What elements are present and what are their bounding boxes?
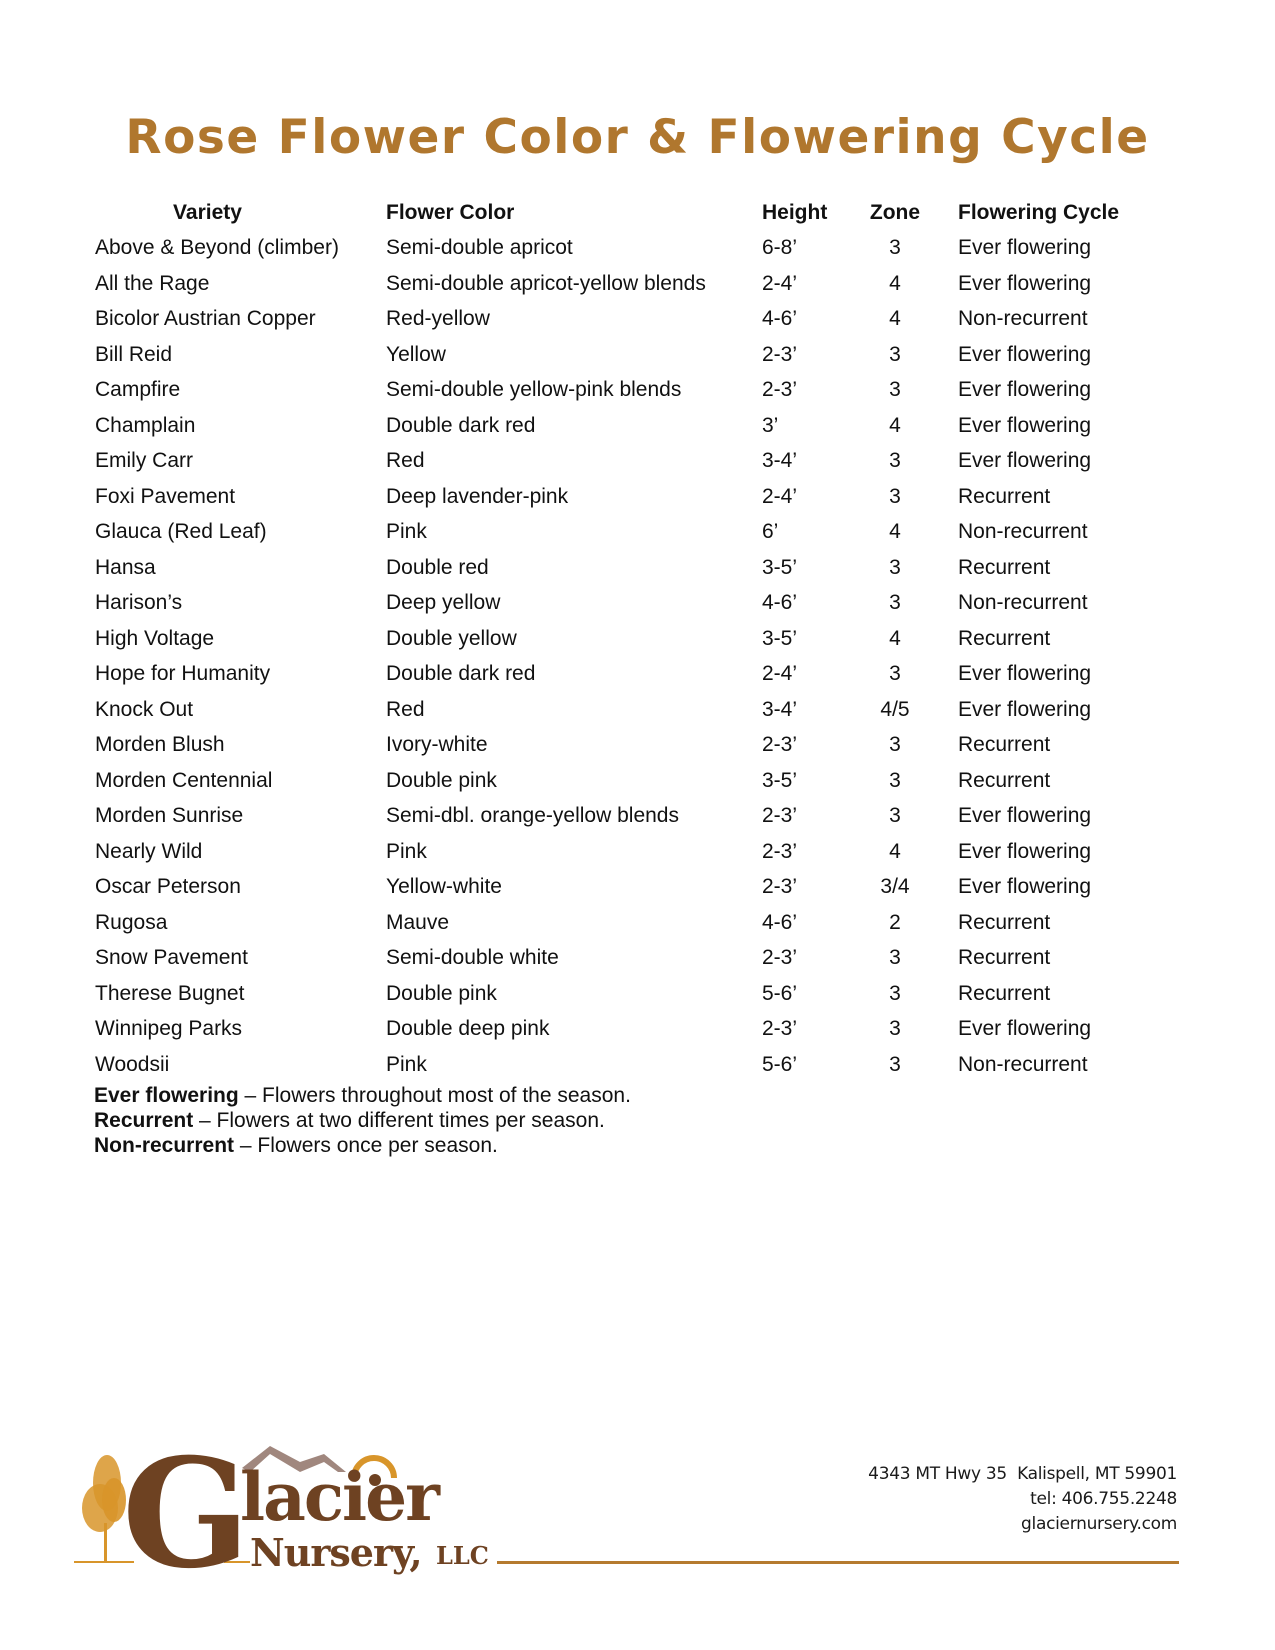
table-row bbox=[0, 551, 1275, 585]
table-row bbox=[0, 977, 1275, 1011]
flowering-cycle-cell: Recurrent bbox=[958, 946, 1051, 969]
header-height: Height bbox=[762, 201, 828, 224]
flowering-cycle-cell: Ever flowering bbox=[958, 236, 1092, 259]
flowering-cycle-cell: Ever flowering bbox=[958, 271, 1092, 295]
height-cell: 3-4’ bbox=[762, 697, 798, 721]
height-cell: 3’ bbox=[762, 413, 779, 437]
height-cell: 2-3’ bbox=[762, 733, 798, 756]
flowering-cycle-cell: Ever flowering bbox=[958, 662, 1092, 685]
zone-cell: 3 bbox=[889, 236, 901, 259]
zone-cell: 4/5 bbox=[880, 697, 910, 721]
table-row bbox=[0, 693, 1275, 727]
logo-letter-g: G bbox=[122, 1438, 251, 1578]
zone-cell: 3 bbox=[889, 768, 901, 792]
table-row bbox=[0, 799, 1275, 833]
variety-cell: Hope for Humanity bbox=[95, 662, 271, 685]
flower-color-cell: Double dark red bbox=[386, 413, 536, 437]
note-definition: – Flowers at two different times per season. bbox=[193, 1109, 605, 1132]
flower-color-cell: Deep yellow bbox=[386, 591, 501, 614]
height-cell: 2-3’ bbox=[762, 946, 798, 969]
header-flower-color: Flower Color bbox=[386, 201, 515, 224]
flower-color-cell: Deep lavender-pink bbox=[386, 484, 569, 508]
height-cell: 4-6’ bbox=[762, 307, 798, 330]
flower-color-cell: Double pink bbox=[386, 981, 497, 1005]
zone-cell: 3 bbox=[889, 981, 901, 1005]
flower-color-cell: Red bbox=[386, 697, 425, 721]
height-cell: 2-3’ bbox=[762, 839, 798, 863]
variety-cell: High Voltage bbox=[95, 626, 215, 650]
flower-color-cell: Double pink bbox=[386, 768, 497, 792]
height-cell: 2-4’ bbox=[762, 271, 798, 295]
height-cell: 4-6’ bbox=[762, 910, 798, 934]
table-row bbox=[0, 941, 1275, 975]
table-row bbox=[0, 586, 1275, 620]
table-row bbox=[0, 657, 1275, 691]
flower-color-cell: Pink bbox=[386, 839, 427, 863]
variety-cell: Bicolor Austrian Copper bbox=[95, 307, 316, 330]
variety-cell: Foxi Pavement bbox=[95, 484, 236, 508]
zone-cell: 3 bbox=[889, 733, 901, 756]
table-row bbox=[0, 1012, 1275, 1046]
zone-cell: 3 bbox=[889, 1017, 901, 1040]
variety-cell: Emily Carr bbox=[95, 449, 193, 472]
note-recurrent bbox=[94, 1108, 631, 1133]
table-row bbox=[0, 338, 1275, 372]
variety-cell: Morden Sunrise bbox=[95, 804, 244, 827]
flowering-cycle-cell: Non-recurrent bbox=[958, 1052, 1088, 1076]
logo-text-llc: LLC bbox=[436, 1541, 489, 1570]
variety-cell: Therese Bugnet bbox=[95, 981, 245, 1005]
zone-cell: 3/4 bbox=[880, 875, 910, 898]
table-header-row bbox=[0, 196, 1275, 230]
zone-cell: 3 bbox=[889, 591, 901, 614]
variety-cell: Snow Pavement bbox=[95, 946, 248, 969]
page-title: Rose Flower Color & Flowering Cycle bbox=[125, 110, 1150, 165]
height-cell: 2-3’ bbox=[762, 342, 798, 366]
height-cell: 5-6’ bbox=[762, 1052, 798, 1076]
variety-cell: Bill Reid bbox=[95, 342, 173, 366]
variety-cell: Morden Centennial bbox=[95, 768, 273, 792]
zone-cell: 3 bbox=[889, 378, 901, 401]
zone-cell: 4 bbox=[889, 626, 901, 650]
flowering-cycle-cell: Recurrent bbox=[958, 555, 1051, 579]
logo-text-lacier: lacier bbox=[240, 1458, 438, 1536]
flower-color-cell: Semi-dbl. orange-yellow blends bbox=[386, 804, 679, 827]
glacier-nursery-logo bbox=[74, 1438, 504, 1578]
flowering-cycle-cell: Ever flowering bbox=[958, 378, 1092, 401]
variety-cell: Knock Out bbox=[95, 697, 194, 721]
flowering-cycle-cell: Recurrent bbox=[958, 768, 1051, 792]
table-row bbox=[0, 373, 1275, 407]
variety-cell: Winnipeg Parks bbox=[95, 1017, 243, 1040]
height-cell: 2-4’ bbox=[762, 662, 798, 685]
height-cell: 3-5’ bbox=[762, 626, 798, 650]
height-cell: 6’ bbox=[762, 520, 779, 543]
variety-cell: Harison’s bbox=[95, 591, 183, 614]
flowering-cycle-cell: Non-recurrent bbox=[958, 591, 1088, 614]
zone-cell: 3 bbox=[889, 804, 901, 827]
height-cell: 3-4’ bbox=[762, 449, 798, 472]
table-row bbox=[0, 622, 1275, 656]
flowering-cycle-cell: Recurrent bbox=[958, 981, 1051, 1005]
table-row bbox=[0, 302, 1275, 336]
tree-icon bbox=[82, 1455, 126, 1563]
variety-cell: Campfire bbox=[95, 378, 181, 401]
flower-color-cell: Double yellow bbox=[386, 626, 517, 650]
address: 4343 MT Hwy 35 Kalispell, MT 59901 bbox=[868, 1464, 1177, 1484]
flowering-cycle-cell: Recurrent bbox=[958, 910, 1051, 934]
flower-color-cell: Semi-double apricot bbox=[386, 236, 573, 259]
height-cell: 6-8’ bbox=[762, 236, 798, 259]
zone-cell: 3 bbox=[889, 1052, 901, 1076]
height-cell: 3-5’ bbox=[762, 555, 798, 579]
zone-cell: 2 bbox=[889, 910, 901, 934]
flower-color-cell: Semi-double apricot-yellow blends bbox=[386, 271, 706, 295]
zone-cell: 3 bbox=[889, 555, 901, 579]
flower-color-cell: Double red bbox=[386, 555, 489, 579]
variety-cell: Above & Beyond (climber) bbox=[95, 236, 339, 259]
variety-cell: Woodsii bbox=[95, 1052, 170, 1076]
height-cell: 4-6’ bbox=[762, 591, 798, 614]
variety-cell: Glauca (Red Leaf) bbox=[95, 520, 267, 543]
table-row bbox=[0, 835, 1275, 869]
header-variety: Variety bbox=[173, 201, 242, 224]
flowering-cycle-cell: Ever flowering bbox=[958, 342, 1092, 366]
flower-color-cell: Pink bbox=[386, 520, 427, 543]
table-row bbox=[0, 764, 1275, 798]
variety-cell: Champlain bbox=[95, 413, 196, 437]
flowering-cycle-cell: Ever flowering bbox=[958, 839, 1092, 863]
note-definition: – Flowers once per season. bbox=[234, 1134, 498, 1157]
variety-cell: Nearly Wild bbox=[95, 839, 203, 863]
table-row bbox=[0, 515, 1275, 549]
zone-cell: 3 bbox=[889, 449, 901, 472]
flowering-cycle-cell: Ever flowering bbox=[958, 1017, 1092, 1040]
table-row bbox=[0, 444, 1275, 478]
variety-cell: Rugosa bbox=[95, 910, 168, 934]
variety-cell: Morden Blush bbox=[95, 733, 225, 756]
flowering-cycle-cell: Recurrent bbox=[958, 484, 1051, 508]
flower-color-cell: Pink bbox=[386, 1052, 427, 1076]
note-term: Non-recurrent bbox=[94, 1134, 235, 1157]
flower-color-cell: Red bbox=[386, 449, 425, 472]
note-non-recurrent bbox=[94, 1133, 631, 1158]
table-row bbox=[0, 906, 1275, 940]
logo-text-nursery: Nursery, bbox=[250, 1530, 422, 1575]
table-row bbox=[0, 267, 1275, 301]
table-row bbox=[0, 480, 1275, 514]
note-definition: – Flowers throughout most of the season. bbox=[238, 1084, 631, 1107]
flowering-cycle-cell: Ever flowering bbox=[958, 449, 1092, 472]
variety-cell: All the Rage bbox=[95, 271, 210, 295]
height-cell: 2-3’ bbox=[762, 875, 798, 898]
flower-color-cell: Double deep pink bbox=[386, 1017, 550, 1040]
height-cell: 2-3’ bbox=[762, 804, 798, 827]
flower-color-cell: Yellow bbox=[386, 342, 446, 366]
flowering-cycle-cell: Ever flowering bbox=[958, 804, 1092, 827]
zone-cell: 3 bbox=[889, 946, 901, 969]
zone-cell: 3 bbox=[889, 484, 901, 508]
note-ever-flowering bbox=[94, 1083, 631, 1108]
zone-cell: 4 bbox=[889, 839, 901, 863]
zone-cell: 4 bbox=[889, 271, 901, 295]
table-row bbox=[0, 231, 1275, 265]
height-cell: 2-4’ bbox=[762, 484, 798, 508]
zone-cell: 4 bbox=[889, 307, 901, 330]
website: glaciernursery.com bbox=[1021, 1514, 1177, 1534]
variety-cell: Hansa bbox=[95, 555, 156, 579]
contact-block bbox=[868, 1462, 1177, 1537]
header-flowering-cycle: Flowering Cycle bbox=[958, 201, 1120, 224]
flower-color-cell: Semi-double white bbox=[386, 946, 559, 969]
flower-color-cell: Red-yellow bbox=[386, 307, 490, 330]
table-row bbox=[0, 870, 1275, 904]
phone: tel: 406.755.2248 bbox=[1030, 1489, 1177, 1509]
zone-cell: 4 bbox=[889, 413, 901, 437]
flowering-cycle-cell: Recurrent bbox=[958, 626, 1051, 650]
flower-color-cell: Yellow-white bbox=[386, 875, 502, 898]
flower-color-cell: Double dark red bbox=[386, 662, 536, 685]
flower-color-cell: Semi-double yellow-pink blends bbox=[386, 378, 682, 401]
height-cell: 3-5’ bbox=[762, 768, 798, 792]
table-row bbox=[0, 409, 1275, 443]
zone-cell: 4 bbox=[889, 520, 901, 543]
flowering-cycle-cell: Recurrent bbox=[958, 733, 1051, 756]
logo-graphic bbox=[74, 1438, 504, 1578]
zone-cell: 3 bbox=[889, 342, 901, 366]
flowering-cycle-cell: Non-recurrent bbox=[958, 520, 1088, 543]
flowering-cycle-cell: Ever flowering bbox=[958, 697, 1092, 721]
flower-color-cell: Ivory-white bbox=[386, 733, 488, 756]
note-term: Recurrent bbox=[94, 1109, 194, 1132]
height-cell: 2-3’ bbox=[762, 378, 798, 401]
flowering-cycle-cell: Non-recurrent bbox=[958, 307, 1088, 330]
legend-notes bbox=[94, 1083, 631, 1158]
height-cell: 5-6’ bbox=[762, 981, 798, 1005]
flowering-cycle-cell: Ever flowering bbox=[958, 413, 1092, 437]
variety-cell: Oscar Peterson bbox=[95, 875, 241, 898]
table-row bbox=[0, 1048, 1275, 1082]
footer-rule bbox=[497, 1561, 1179, 1564]
flower-color-cell: Mauve bbox=[386, 910, 450, 934]
header-zone: Zone bbox=[869, 201, 921, 224]
table-row bbox=[0, 728, 1275, 762]
flowering-cycle-cell: Ever flowering bbox=[958, 875, 1092, 898]
height-cell: 2-3’ bbox=[762, 1017, 798, 1040]
zone-cell: 3 bbox=[889, 662, 901, 685]
note-term: Ever flowering bbox=[94, 1084, 239, 1107]
